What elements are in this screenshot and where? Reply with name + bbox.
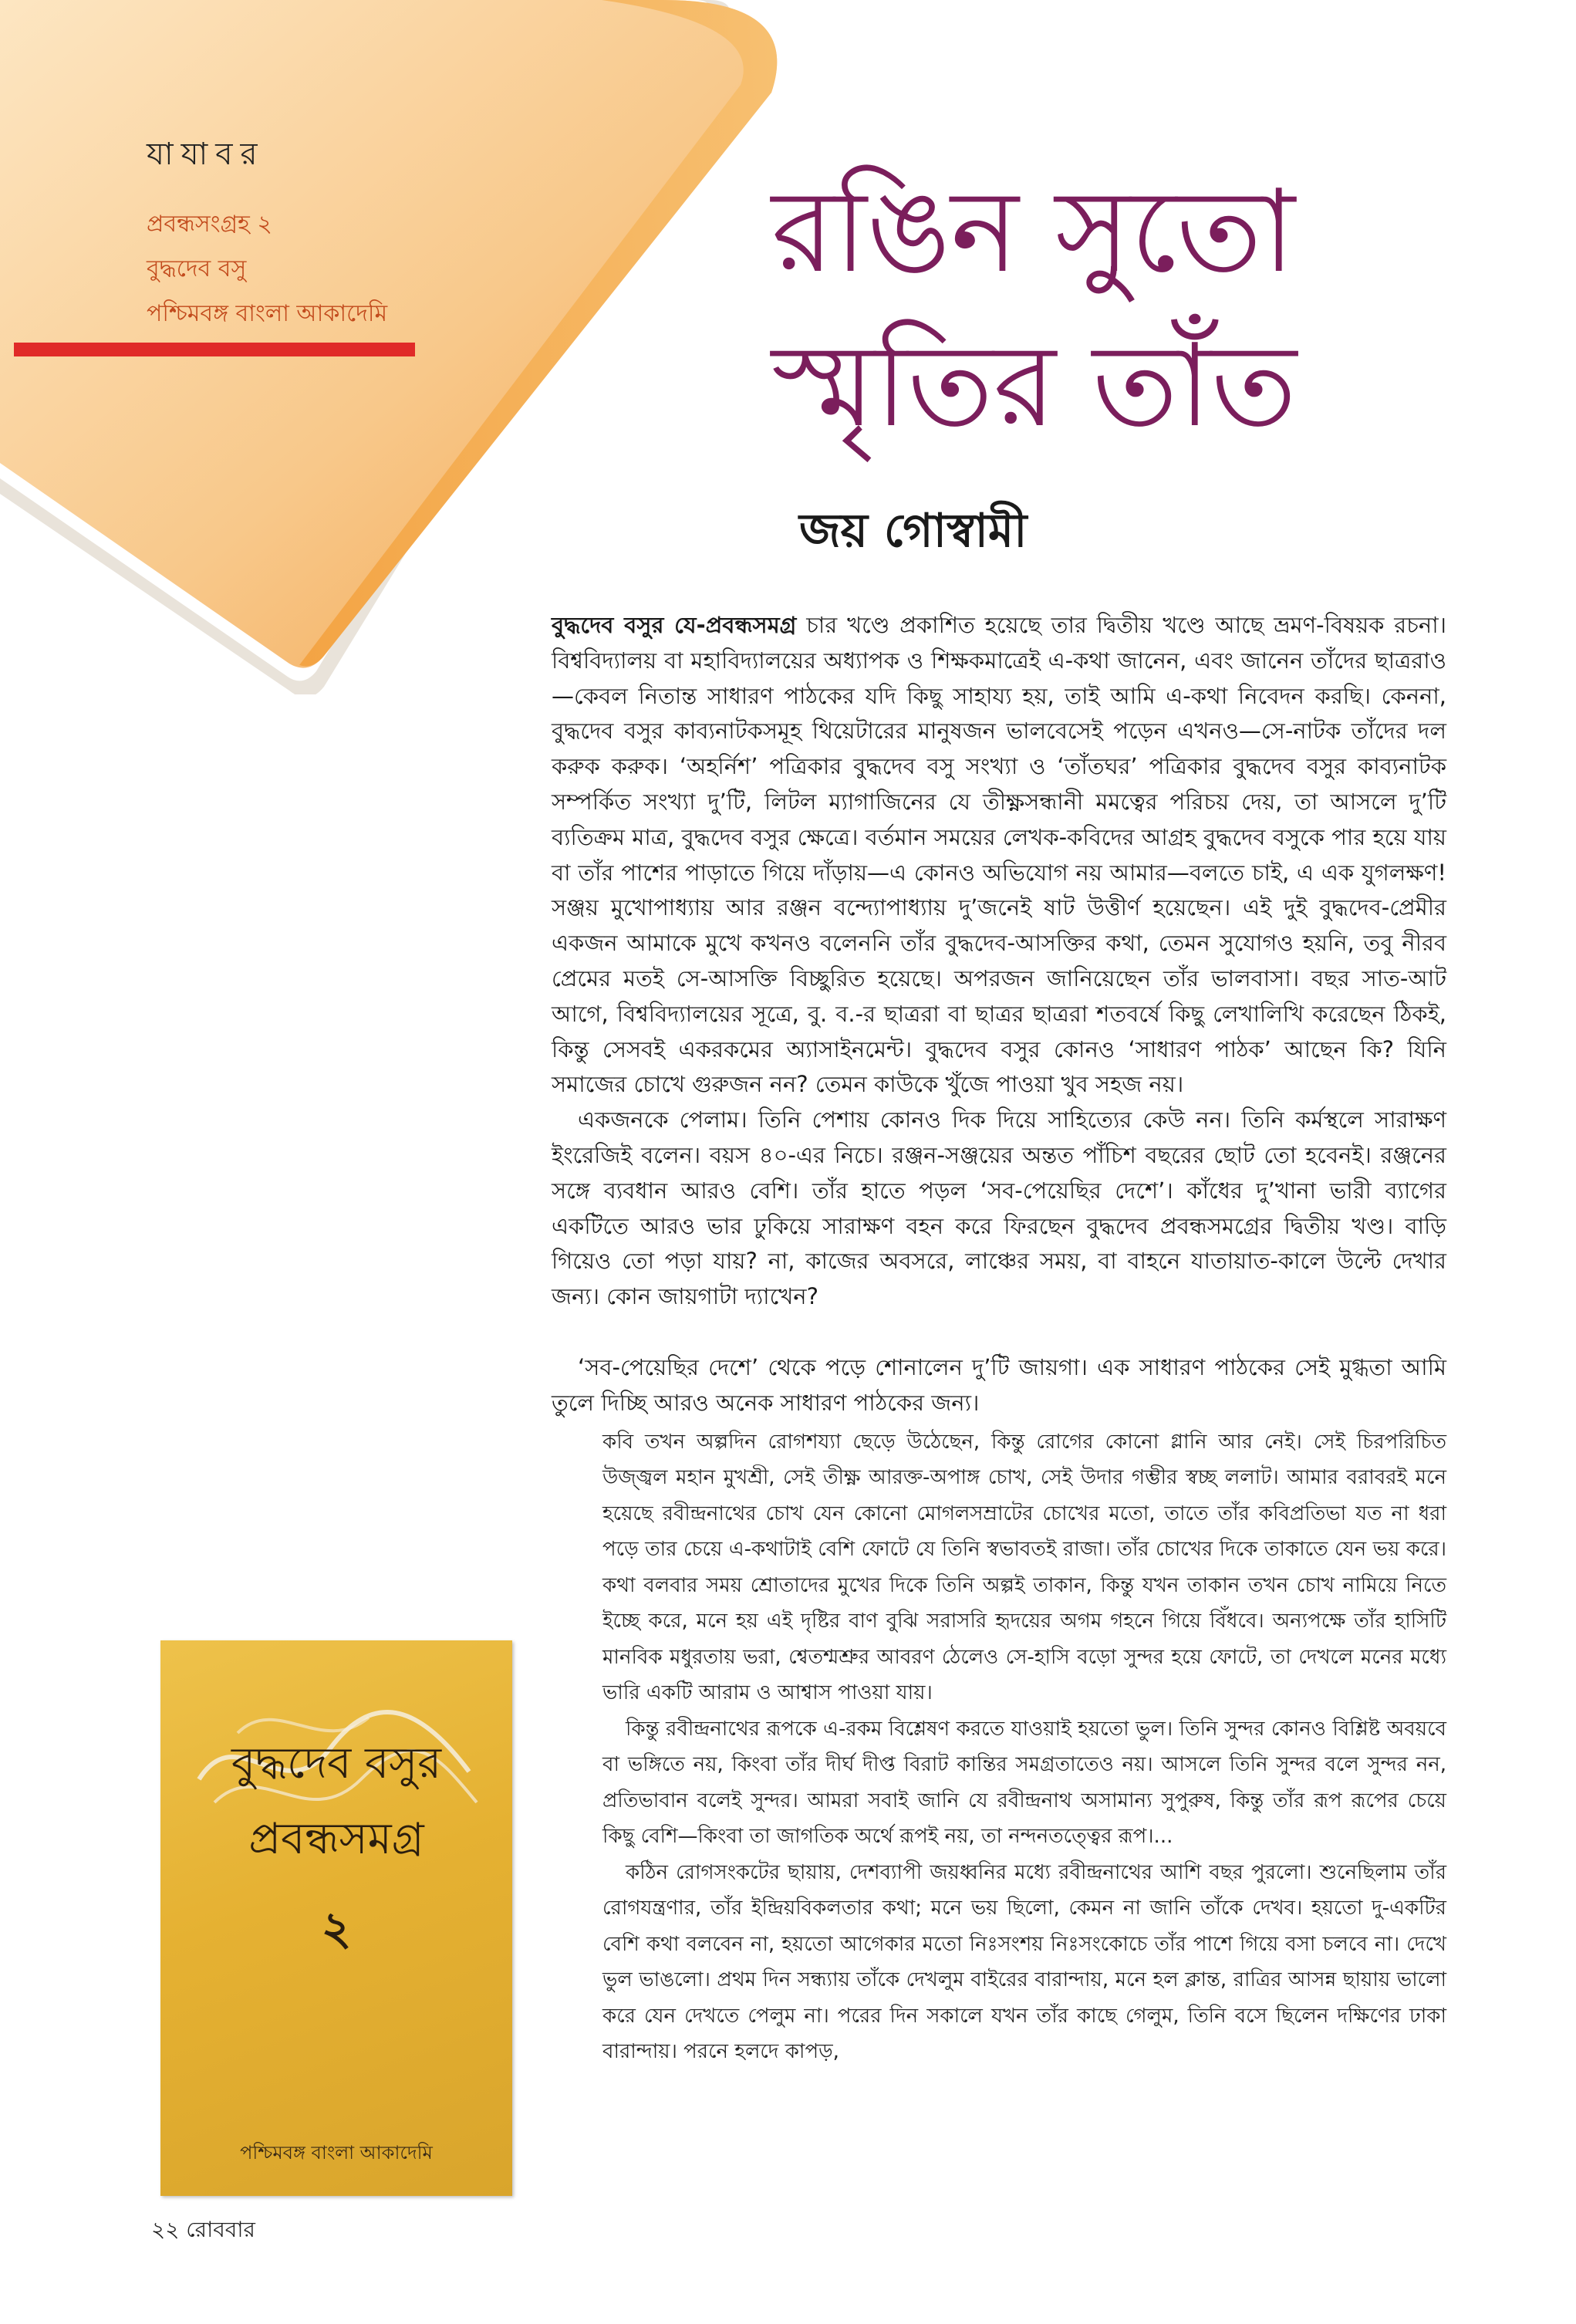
article-title-line1: রঙিন সুতো (771, 165, 1295, 298)
quote-paragraph-1: কবি তখন অল্পদিন রোগশয্যা ছেড়ে উঠেছেন, কিন্তু রোগের কোনো গ্লানি আর নেই। সেই চিরপরিচিত উজ্জ্বল মহান মুখশ্রী, সেই তীক্ষ্ণ আরক্ত-অপাঙ্গ চোখ, সেই উদার গম্ভীর স্বচ্ছ ললাট। আমার বরাবরই মনে হয়েছে রবীন্দ্রনাথের চোখ যেন কোনো মোগলসম্রাটের চোখের মতো, তাতে তাঁর কবিপ্রতিভা যত না ধরা পড়ে তার চেয়ে এ-কথাটাই বেশি ফোটে যে তিনি স্বভাবতই রাজা। তাঁর চোখের দিকে তাকাতে যেন ভয় করে। কথা বলবার সময় শ্রোতাদের মুখের দিকে তিনি অল্পই তাকান, কিন্তু যখন তাকান তখন চোখ নামিয়ে নিতে ইচ্ছে করে, মনে হয় এই দৃষ্টির বাণ বুঝি সরাসরি হৃদয়ের অগম গহনে গিয়ে বিঁধবে। অন্যপক্ষে তাঁর হাসিটি মানবিক মধুরতায় ভরা, শ্বেতশ্মশ্রুর আবরণ ঠেলেও সে-হাসি বড়ো সুন্দর হয়ে ফোটে, তা দেখলে মনের মধ্যে ভারি একটি আরাম ও আশ্বাস পাওয়া যায়। (602, 1430, 1446, 1705)
book-cover-image (160, 1640, 512, 2196)
book-info (147, 202, 387, 336)
book-info-author: বুদ্ধদেব বসু (147, 255, 247, 282)
cover-volume-number: ২ (321, 1902, 352, 1956)
article-title-line2: স্মৃতির তাঁত (771, 319, 1298, 452)
book-info-series: প্রবন্ধসংগ্রহ ২ (147, 211, 272, 238)
cover-publisher: পশ্চিমবঙ্গ বাংলা আকাদেমি (240, 2142, 433, 2164)
quote-paragraph-2: কিন্তু রবীন্দ্রনাথের রূপকে এ-রকম বিশ্লেষণ করতে যাওয়াই হয়তো ভুল। তিনি সুন্দর কোনও বিশ্লিষ্ট অবয়বে বা ভঙ্গিতে নয়, কিংবা তাঁর দীর্ঘ দীপ্ত বিরাট কান্তির সমগ্রতাতেও নয়। আসলে তিনি সুন্দর বলে সুন্দর নন, প্রতিভাবান বলেই সুন্দর। আমরা সবাই জানি যে রবীন্দ্রনাথ অসামান্য সুপুরুষ, কিন্তু তাঁর রূপ রূপের চেয়ে কিছু বেশি—কিংবা তা জাগতিক অর্থে রূপই নয়, তা নন্দনতত্ত্বের রূপ।... (602, 1717, 1446, 1849)
page-footer: ২২ রোববার (151, 2217, 255, 2242)
quote-paragraph-3: কঠিন রোগসংকটের ছায়ায়, দেশব্যাপী জয়ধ্বনির মধ্যে রবীন্দ্রনাথের আশি বছর পুরলো। শুনেছিলাম তাঁর রোগযন্ত্রণার, তাঁর ইন্দ্রিয়বিকলতার কথা; মনে ভয় ছিলো, কেমন না জানি তাঁকে দেখব। হয়তো দু-একটির বেশি কথা বলবেন না, হয়তো আগেকার মতো নিঃসংশয় নিঃসংকোচে তাঁর পাশে গিয়ে বসা চলবে না। দেখে ভুল ভাঙলো। প্রথম দিন সন্ধ্যায় তাঁকে দেখলুম বাইরের বারান্দায়, মনে হল ক্লান্ত, রাত্রির আসন্ন ছায়ায় ভালো করে যেন দেখতে পেলুম না। পরের দিন সকালে যখন তাঁর কাছে গেলুম, তিনি বসে ছিলেন দক্ষিণের ঢাকা বারান্দায়। পরনে হলদে কাপড়, (602, 1860, 1446, 2064)
red-divider-bar (14, 343, 415, 356)
section-label: যাযাবর (147, 137, 265, 172)
block-quote (602, 1424, 1446, 2070)
body-paragraph-1 (552, 608, 1446, 1103)
article-title (771, 154, 1297, 463)
article-body (552, 608, 1446, 2070)
book-info-publisher: পশ্চিমবঙ্গ বাংলা আকাদেমি (147, 300, 388, 327)
body-paragraph-2: একজনকে পেলাম। তিনি পেশায় কোনও দিক দিয়ে সাহিত্যের কেউ নন। তিনি কর্মস্থলে সারাক্ষণ ইংরেজিই বলেন। বয়স ৪০-এর নিচে। রঞ্জন-সঞ্জয়ের অন্তত পাঁচিশ বছরের ছোট তো হবেনই। রঞ্জনের সঙ্গে ব্যবধান আরও বেশি। তাঁর হাতে পড়ল ‘সব-পেয়েছির দেশে’। কাঁধের দু’খানা ভারী ব্যাগের একটিতে আরও ভার ঢুকিয়ে সারাক্ষণ বহন করে ফিরছেন বুদ্ধদেব প্রবন্ধসমগ্রের দ্বিতীয় খণ্ড। বাড়ি গিয়েও তো পড়া যায়? না, কাজের অবসরে, লাঞ্চের সময়, বা বাহনে যাতায়াত-কালে উল্টে দেখার জন্য। কোন জায়গাটা দ্যাখেন? (552, 1106, 1446, 1310)
body-paragraph-3: ‘সব-পেয়েছির দেশে’ থেকে পড়ে শোনালেন দু’টি জায়গা। এক সাধারণ পাঠকের সেই মুগ্ধতা আমি তুলে দিচ্ছি আরও অনেক সাধারণ পাঠকের জন্য। (552, 1353, 1446, 1416)
cover-title-line1: বুদ্ধদেব বসুর (231, 1738, 442, 1789)
body-paragraph-1-text: চার খণ্ডে প্রকাশিত হয়েছে তার দ্বিতীয় খণ্ডে আছে ভ্রমণ-বিষয়ক রচনা। বিশ্ববিদ্যালয় বা মহাবিদ্যালয়ের অধ্যাপক ও শিক্ষকমাত্রেই এ-কথা জানেন, এবং জানেন তাঁদের ছাত্ররাও—কেবল নিতান্ত সাধারণ পাঠকের যদি কিছু সাহায্য হয়, তাই আমি এ-কথা নিবেদন করছি। কেননা, বুদ্ধদেব বসুর কাব্যনাটকসমূহ থিয়েটারের মানুষজন ভালবেসেই পড়েন এখনও—সে-নাটক তাঁদের দল করুক করুক। ‘অহর্নিশ’ পত্রিকার বুদ্ধদেব বসু সংখ্যা ও ‘তাঁতঘর’ পত্রিকার বুদ্ধদেব বসুর কাব্যনাটক সম্পর্কিত সংখ্যা দু’টি, লিটল ম্যাগাজিনের যে তীক্ষ্ণসন্ধানী মমত্বের পরিচয় দেয়, তা আসলে দু’টি ব্যতিক্রম মাত্র, বুদ্ধদেব বসুর ক্ষেত্রে। বর্তমান সময়ের লেখক-কবিদের আগ্রহ বুদ্ধদেব বসুকে পার হয়ে যায় বা তাঁর পাশের পাড়াতে গিয়ে দাঁড়ায়—এ কোনও অভিযোগ নয় আমার—বলতে চাই, এ এক যুগলক্ষণ! সঞ্জয় মুখোপাধ্যায় আর রঞ্জন বন্দ্যোপাধ্যায় দু’জনেই ষাট উত্তীর্ণ হয়েছেন। এই দুই বুদ্ধদেব-প্রেমীর একজন আমাকে মুখে কখনও বলেননি তাঁর বুদ্ধদেব-আসক্তির কথা, তেমন সুযোগও হয়নি, তবু নীরব প্রেমের মতই সে-আসক্তি বিচ্ছুরিত হয়েছে। অপরজন জানিয়েছেন তাঁর ভালবাসা। বছর সাত-আট আগে, বিশ্ববিদ্যালয়ের সূত্রে, বু. ব.-র ছাত্ররা বা ছাত্রর ছাত্ররা শতবর্ষে কিছু লেখালিখি করেছেন ঠিকই, কিন্তু সেসবই একরকমের অ্যাসাইনমেন্ট। বুদ্ধদেব বসুর কোনও ‘সাধারণ পাঠক’ আছেন কি? যিনি সমাজের চোখে গুরুজন নন? তেমন কাউকে খুঁজে পাওয়া খুব সহজ নয়। (552, 612, 1446, 1098)
article-author: জয় গোস্বামী (799, 504, 1028, 558)
body-paragraph-1-lead: বুদ্ধদেব বসুর যে-প্রবন্ধসমগ্র (552, 612, 797, 638)
cover-title-line2: প্রবন্ধসমগ্র (248, 1814, 424, 1864)
